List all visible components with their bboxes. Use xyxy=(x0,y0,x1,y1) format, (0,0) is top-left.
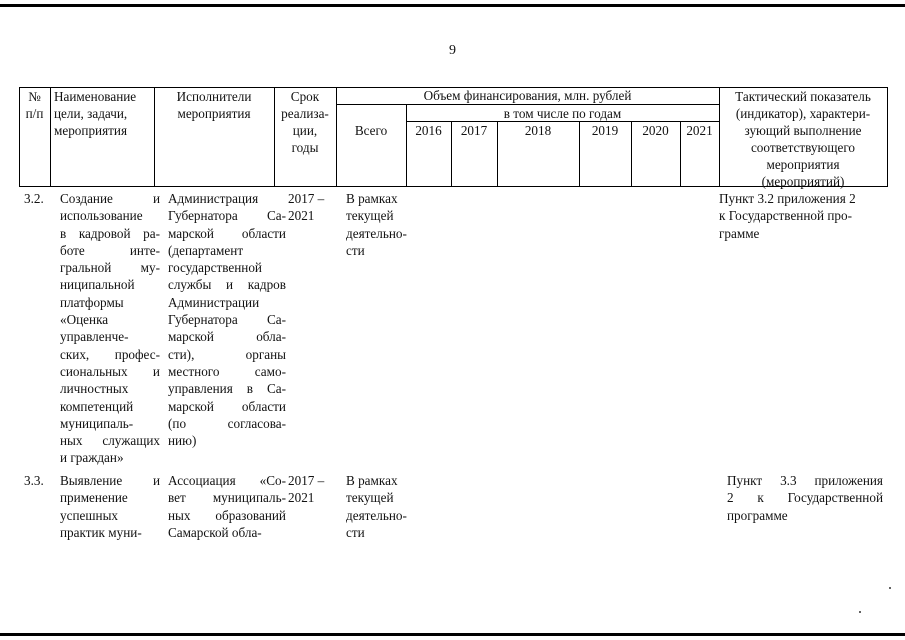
header-name-line: мероприятия xyxy=(54,123,128,138)
row-executor-line: Администрация xyxy=(168,191,259,206)
header-year-2020-line: 2020 xyxy=(642,123,669,138)
row-total-line: сти xyxy=(346,242,365,258)
header-year-2017-line: 2017 xyxy=(460,123,488,138)
row-indicator-line: Пункт 3.2 приложения 2 xyxy=(719,191,856,206)
row-name-line: муниципаль- xyxy=(60,415,134,431)
header-name-line: цели, задачи, xyxy=(54,106,128,121)
row-executor-line: Администрации xyxy=(168,294,260,310)
row-total-line: деятельно- xyxy=(346,225,407,241)
row-indicator xyxy=(727,472,883,524)
row-executor-line: государственной xyxy=(168,260,262,276)
row-term-line: 2021 xyxy=(288,490,315,506)
row-executor-line: местного само- xyxy=(168,363,286,379)
header-indicator-line: соответствующего xyxy=(750,140,856,155)
page-number: 9 xyxy=(449,43,456,58)
row-name-line: «Оценка xyxy=(60,312,109,328)
row-executor-line: Губернатора Са- xyxy=(168,208,286,224)
row-executor-line: марской области xyxy=(168,398,286,414)
row-name-line: платформы xyxy=(60,294,124,310)
header-year-2018-line: 2018 xyxy=(524,123,552,138)
header-name-line: Наименование xyxy=(54,89,137,104)
row-number xyxy=(24,190,54,207)
scan-speck xyxy=(859,611,861,613)
header-executors-line: Исполнители xyxy=(176,89,252,104)
row-name-line: успешных xyxy=(60,507,119,523)
row-executor-line: Самарской обла- xyxy=(168,524,262,540)
row-name-line: сиональных и xyxy=(60,363,160,379)
row-name-line: компетенций xyxy=(60,398,134,414)
row-executor-line: (по согласова- xyxy=(168,415,286,431)
header-indicator-line: Тактический показатель xyxy=(735,89,871,104)
row-total-line: сти xyxy=(346,524,365,540)
header-executors-line: мероприятия xyxy=(177,106,251,121)
row-executor-line: сти), органы xyxy=(168,346,286,362)
scan-speck xyxy=(889,587,891,589)
header-term-line: Срок xyxy=(290,89,320,104)
row-term xyxy=(288,472,338,507)
row-executor-line: ных образований xyxy=(168,507,286,523)
row-total-line: деятельно- xyxy=(346,507,407,523)
header-year-2016-line: 2016 xyxy=(415,123,442,138)
row-indicator-line: Пункт 3.3 приложения xyxy=(727,473,883,488)
header-term-line: годы xyxy=(291,140,319,155)
row-number xyxy=(24,472,54,489)
header-year-2021-line: 2021 xyxy=(686,123,713,138)
row-executor-line: нию) xyxy=(168,433,197,449)
row-name-line: практик муни- xyxy=(60,524,142,540)
row-term-line: 2017 – xyxy=(288,473,325,488)
row-indicator-line: программе xyxy=(727,507,788,523)
row-name xyxy=(60,472,160,541)
row-name-line: гральной му- xyxy=(60,260,160,276)
row-indicator-line: грамме xyxy=(719,225,760,241)
row-executor-line: марской области xyxy=(168,225,286,241)
row-name xyxy=(60,190,160,467)
header-by-years-line: в том числе по годам xyxy=(503,106,622,121)
row-indicator-line: 2 к Государственной xyxy=(727,490,883,506)
header-total-line: Всего xyxy=(354,123,388,138)
row-executor xyxy=(168,190,286,449)
row-name-line: ниципальной xyxy=(60,277,135,293)
row-executor-line: (департамент xyxy=(168,242,244,258)
row-name-line: боте инте- xyxy=(60,242,160,258)
row-total xyxy=(346,472,426,541)
row-total-line: В рамках xyxy=(346,473,398,488)
row-executor-line: вет муниципаль- xyxy=(168,490,286,506)
row-name-line: Выявление и xyxy=(60,473,160,488)
row-name-line: использование xyxy=(60,208,143,224)
row-indicator-line: к Государственной про- xyxy=(719,208,853,224)
row-term-line: 2017 – xyxy=(288,191,325,206)
row-executor-line: Губернатора Са- xyxy=(168,312,286,328)
header-num-line: п/п xyxy=(25,106,44,121)
row-executor-line: службы и кадров xyxy=(168,277,286,293)
row-name-line: и граждан» xyxy=(60,450,124,466)
row-name-line: ских, профес- xyxy=(60,346,160,362)
header-indicator-line: зующий выполнение xyxy=(744,123,862,138)
row-executor-line: марской обла- xyxy=(168,329,286,345)
row-name-line: Создание и xyxy=(60,191,160,206)
row-term xyxy=(288,190,338,225)
row-total-line: текущей xyxy=(346,490,394,506)
header-indicator-line: (индикатор), характери- xyxy=(735,106,871,121)
row-name-line: управленче- xyxy=(60,329,129,345)
header-indicator-line: мероприятия xyxy=(766,157,840,172)
row-total-line: В рамках xyxy=(346,191,398,206)
row-number-line: 3.2. xyxy=(24,191,44,206)
row-name-line: в кадровой ра- xyxy=(60,225,160,241)
row-executor xyxy=(168,472,286,541)
row-name-line: личностных xyxy=(60,381,129,397)
row-name-line: ных служащих xyxy=(60,433,160,449)
row-executor-line: управления в Са- xyxy=(168,381,286,397)
header-num-line: № xyxy=(28,89,41,104)
row-number-line: 3.3. xyxy=(24,473,44,488)
header-year-2019-line: 2019 xyxy=(591,123,619,138)
row-executor-line: Ассоциация «Со- xyxy=(168,473,286,488)
row-indicator xyxy=(719,190,883,242)
row-name-line: применение xyxy=(60,490,128,506)
bottom-border-rule xyxy=(0,633,905,636)
row-total-line: текущей xyxy=(346,208,394,224)
header-financing-line: Объем финансирования, млн. рублей xyxy=(423,88,632,103)
header-term-line: реализа- xyxy=(281,106,329,121)
header-indicator-line: (мероприятий) xyxy=(761,174,845,189)
header-term-line: ции, xyxy=(292,123,318,138)
row-term-line: 2021 xyxy=(288,208,315,224)
row-total xyxy=(346,190,426,259)
